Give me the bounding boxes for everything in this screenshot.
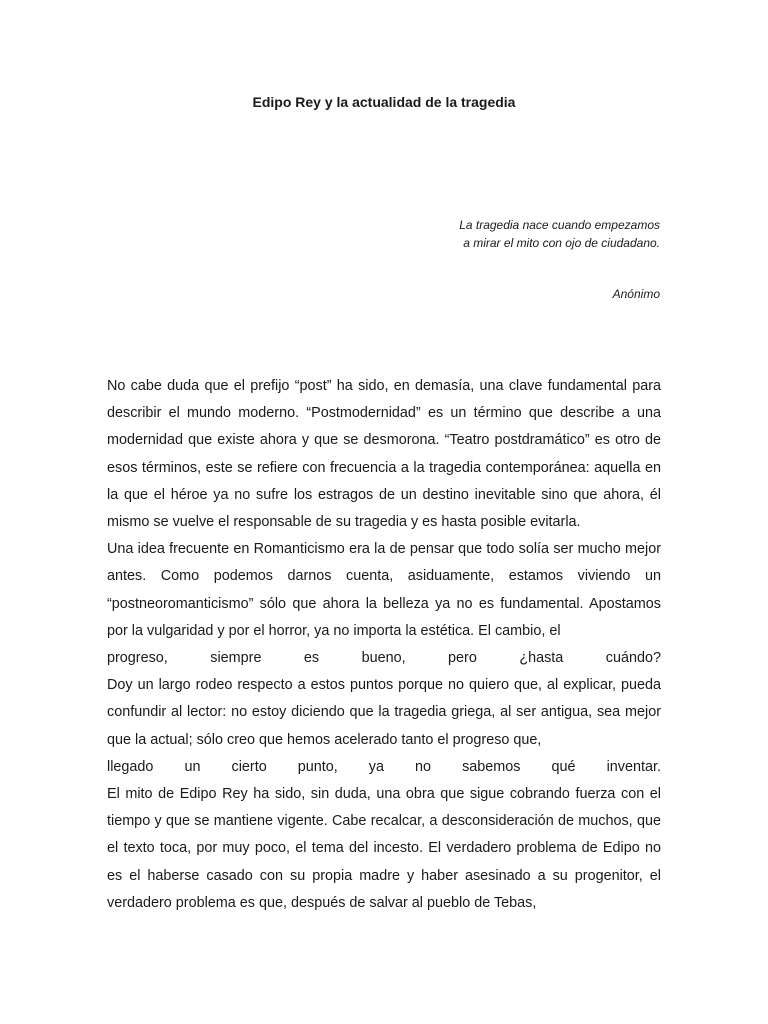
epigraph-line-1: La tragedia nace cuando empezamos [459,218,660,232]
epigraph-line-2: a mirar el mito con ojo de ciudadano. [463,236,660,250]
document-body [107,373,661,917]
paragraph-4: El mito de Edipo Rey ha sido, sin duda, una obra que sigue cobrando fuerza con el tiempo y que se mantiene vigente. Cabe recalcar, a desconsideración de muchos, que el texto toca, por muy poco, el tema del incesto. El verdadero problema de Edipo no es el haberse casado con su propia madre y haber asesinado a su progenitor, el verdadero problema es que, después de salvar al pueblo de Tebas, [107,786,661,911]
paragraph-2-text: Una idea frecuente en Romanticismo era la de pensar que todo solía ser mucho mejor antes. Como podemos darnos cuenta, asiduamente, estamos viviendo un “postneoromanticismo” sólo que ahora la belleza ya no es fundamental. Apostamos por la vulgaridad y por el horror, ya no importa la estética. El cambio, el [107,541,661,639]
document-title: Edipo Rey y la actualidad de la tragedia [252,94,516,110]
paragraph-2-last-line: progreso, siempre es bueno, pero ¿hasta cuándo? [107,650,661,667]
epigraph-author: Anónimo [612,287,660,301]
paragraph-2 [107,536,661,672]
paragraph-3 [107,672,661,781]
epigraph-quote [459,216,660,252]
paragraph-3-last-line: llegado un cierto punto, ya no sabemos qué inventar. [107,758,661,775]
paragraph-3-text: Doy un largo rodeo respecto a estos puntos porque no quiero que, al explicar, pueda confundir al lector: no estoy diciendo que la tragedia griega, al ser antigua, sea mejor que la actual; sólo creo que hemos acelerado tanto el progreso que, [107,677,661,748]
paragraph-1: No cabe duda que el prefijo “post” ha sido, en demasía, una clave fundamental para describir el mundo moderno. “Postmodernidad” es un término que describe a una modernidad que existe ahora y que se desmorona. “Teatro postdramático” es otro de esos términos, este se refiere con frecuencia a la tragedia contemporánea: aquella en la que el héroe ya no sufre los estragos de un destino inevitable sino que ahora, él mismo se vuelve el responsable de su tragedia y es hasta posible evitarla. [107,378,661,531]
